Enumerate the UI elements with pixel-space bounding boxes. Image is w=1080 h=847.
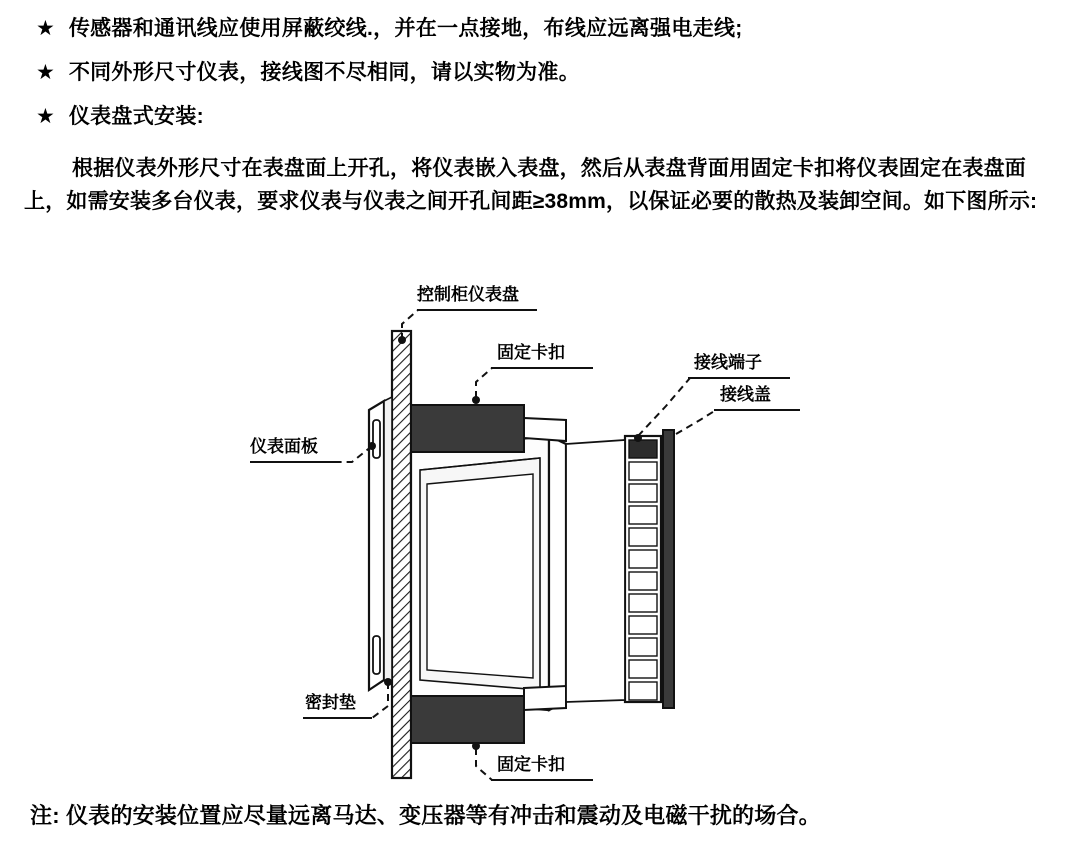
label-gasket: 密封垫 xyxy=(305,693,356,712)
label-meter-face: 仪表面板 xyxy=(250,437,318,456)
bullet-item-1-text: 传感器和通讯线应使用屏蔽绞线.，并在一点接地，布线应远离强电走线; xyxy=(68,17,743,40)
star-icon: ★ xyxy=(36,17,55,40)
label-terminal: 接线端子 xyxy=(694,353,762,372)
star-icon: ★ xyxy=(36,61,55,84)
bullet-item-2 xyxy=(0,58,1080,88)
label-wiring-cover: 接线盖 xyxy=(720,385,771,404)
bullet-list xyxy=(0,14,1080,146)
bullet-item-3-text: 仪表盘式安装: xyxy=(68,105,204,128)
body-paragraph: 根据仪表外形尺寸在表盘面上开孔，将仪表嵌入表盘，然后从表盘背面用固定卡扣将仪表固定在表盘面上，如需安装多台仪表，要求仪表与仪表之间开孔间距≥38mm，以保证必要的散热及装卸空间。如下图所示: xyxy=(24,157,1038,213)
label-clip-bottom: 固定卡扣 xyxy=(497,755,565,774)
star-icon: ★ xyxy=(36,105,55,128)
label-clip-top: 固定卡扣 xyxy=(497,343,565,362)
footer-note: 注: 仪表的安装位置应尽量远离马达、变压器等有冲击和震动及电磁干扰的场合。 xyxy=(30,803,821,828)
bullet-item-1 xyxy=(0,14,1080,44)
installation-diagram xyxy=(0,258,1080,788)
bullet-item-2-text: 不同外形尺寸仪表，接线图不尽相同，请以实物为准。 xyxy=(68,61,581,84)
label-cabinet-panel: 控制柜仪表盘 xyxy=(417,285,519,304)
bullet-item-3 xyxy=(0,102,1080,132)
